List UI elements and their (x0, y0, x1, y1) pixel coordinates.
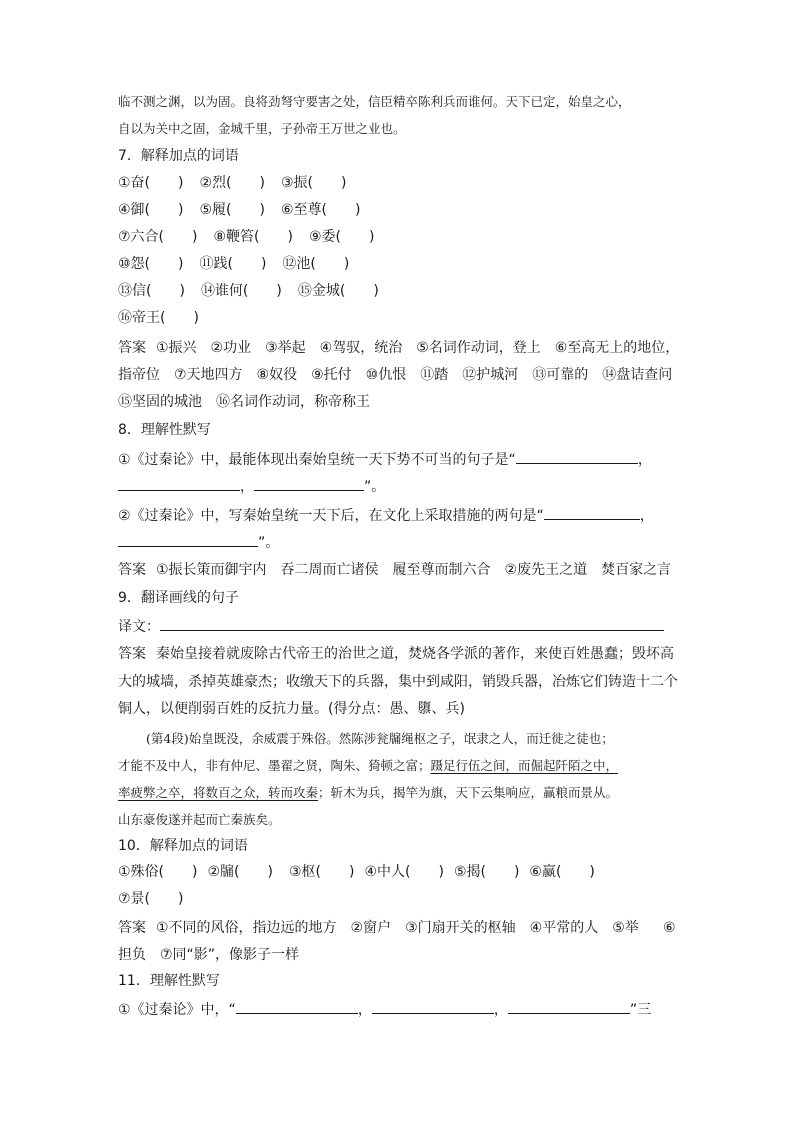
word-row: ⑩怨( ) ⑪践( ) ⑫池( ) (118, 256, 350, 272)
answer-blank[interactable] (254, 476, 364, 491)
word-row: ⑯帝王( ) (118, 310, 199, 326)
passage-line: 自以为关中之固，金城千里，子孙帝王万世之业也。 (118, 121, 406, 136)
fill-line: ， ”。 (118, 476, 385, 497)
translation-blank[interactable] (160, 616, 664, 631)
passage-line: 率疲弊之卒，将数百之众，转而攻秦；斩木为兵，揭竿为旗，天下云集响应，赢粮而景从。 (118, 785, 619, 800)
word-row: ⑬信( ) ⑭谁何( ) ⑮金城( ) (118, 283, 379, 299)
question-10-title: 10．解释加点的词语 (118, 838, 248, 854)
translation-line: 译文： (118, 616, 664, 637)
answer-blank[interactable] (508, 999, 630, 1014)
passage-line: 临不测之渊，以为固。良将劲弩守要害之处，信臣精卒陈利兵而谁何。天下已定，始皇之心， (118, 94, 631, 109)
answer-blank[interactable] (236, 999, 358, 1014)
word-row: ④御( ) ⑤履( ) ⑥至尊( ) (118, 202, 361, 218)
answer-blank[interactable] (372, 999, 494, 1014)
answer-line: ⑮坚固的城池 ⑯名词作动词，称帝称王 (118, 394, 370, 410)
answer-line: 指帝位 ⑦天地四方 ⑧奴役 ⑨托付 ⑩仇恨 ⑪踏 ⑫护城河 ⑬可靠的 ⑭盘诘查问 (118, 367, 673, 383)
answer-label: 答案 (118, 920, 146, 936)
word-row: ①殊俗( ) ②牖( ) ③枢( ) ④中人( ) ⑤揭( ) ⑥赢( ) (118, 864, 595, 880)
answer-label: 答案 (118, 562, 146, 578)
question-8-title: 8．理解性默写 (118, 422, 211, 438)
answer-line: 大的城墙，杀掉英雄豪杰；收缴天下的兵器，集中到咸阳，销毁兵器，冶炼它们铸造十二个 (118, 674, 678, 690)
word-row: ⑦景( ) (118, 891, 184, 907)
answer-blank[interactable] (516, 449, 638, 464)
fill-line: ②《过秦论》中，写秦始皇统一天下后，在文化上采取措施的两句是“ ， (118, 505, 654, 526)
answer-line-tail: ⑥ (663, 920, 676, 936)
answer-line: 答案 ①振兴 ②功业 ③举起 ④驾驭，统治 ⑤名词作动词，登上 ⑥至高无上的地位， (118, 340, 680, 356)
question-9-title: 9．翻译画线的句子 (118, 590, 239, 606)
answer-line: 答案 ①振长策而御宇内 吞二周而亡诸侯 履至尊而制六合 ②废先王之道 焚百家之言 (118, 562, 672, 578)
answer-label: 答案 (118, 646, 146, 662)
fill-line: ”。 (118, 532, 279, 553)
underlined-sentence: 蹑足行伍之间，而倔起阡陌之中， (430, 758, 619, 773)
passage-line: 才能不及中人，非有仲尼、墨翟之贤，陶朱、猗顿之富；蹑足行伍之间，而倔起阡陌之中， (118, 758, 619, 773)
fill-line: ①《过秦论》中，最能体现出秦始皇统一天下势不可当的句子是“ ， (118, 449, 652, 470)
answer-label: 答案 (118, 340, 146, 356)
passage-line: 山东豪俊遂并起而亡秦族矣。 (118, 812, 281, 827)
answer-line: 答案 ①不同的风俗，指边远的地方 ②窗户 ③门扇开关的枢轴 ④平常的人 ⑤举 (118, 920, 639, 936)
answer-line: 答案 秦始皇接着就废除古代帝王的治世之道，焚烧各学派的著作，来使百姓愚蠢；毁坏高 (118, 646, 674, 662)
word-row: ①奋( ) ②烈( ) ③振( ) (118, 175, 347, 191)
answer-blank[interactable] (118, 532, 258, 547)
question-7-title: 7．解释加点的词语 (118, 148, 239, 164)
question-11-title: 11．理解性默写 (118, 973, 220, 989)
fill-line: ①《过秦论》中，“ ， ， ”三 (118, 999, 651, 1020)
answer-line: 担负 ⑦同“影”，像影子一样 (118, 947, 300, 963)
underlined-sentence: 率疲弊之卒，将数百之众，转而攻秦 (118, 785, 319, 800)
answer-blank[interactable] (118, 476, 240, 491)
word-row: ⑦六合( ) ⑧鞭笞( ) ⑨委( ) (118, 229, 375, 245)
answer-blank[interactable] (544, 505, 640, 520)
answer-line: 铜人，以便削弱百姓的反抗力量。(得分点：愚、隳、兵) (118, 701, 465, 717)
passage-line: (第4段)始皇既没，余威震于殊俗。然陈涉瓮牖绳枢之子，氓隶之人，而迁徙之徒也； (146, 731, 614, 746)
